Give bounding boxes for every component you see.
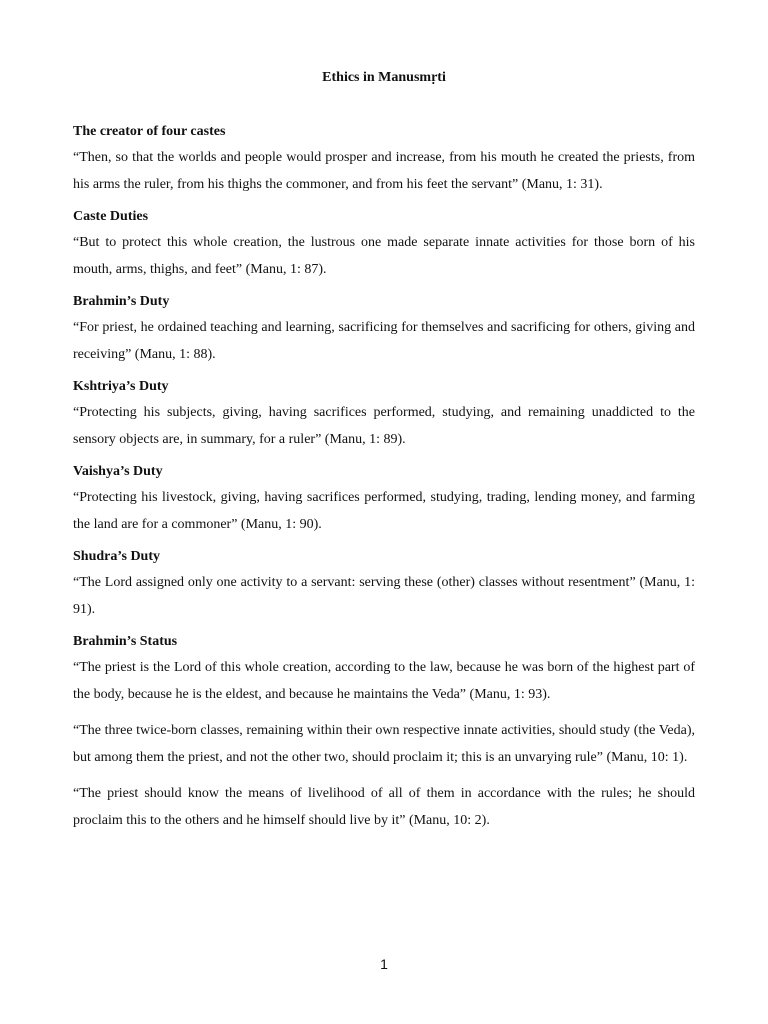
quote-paragraph: “The Lord assigned only one activity to a servant: serving these (other) classes without resentment” (Manu, 1: 91). xyxy=(73,575,695,617)
section-brahmin-duty xyxy=(73,292,695,368)
quote-paragraph: “Protecting his livestock, giving, having sacrifices performed, studying, trading, lending money, and farming the land are for a commoner” (Manu, 1: 90). xyxy=(73,490,695,532)
quote-paragraph: “The three twice-born classes, remaining within their own respective innate activities, should study (the Veda), but among them the priest, and not the other two, should proclaim it; this is an unvarying rule” (Manu, 10: 1). xyxy=(73,723,695,765)
section-brahmin-status xyxy=(73,632,695,834)
section-heading: Brahmin’s Duty xyxy=(73,294,170,309)
quote-paragraph: “Then, so that the worlds and people would prosper and increase, from his mouth he created the priests, from his arms the ruler, from his thighs the commoner, and from his feet the servant” (Manu, 1: 31). xyxy=(73,150,695,192)
quote-paragraph: “The priest is the Lord of this whole creation, according to the law, because he was born of the highest part of the body, because he is the eldest, and because he maintains the Veda” (Manu, 1: 93). xyxy=(73,660,695,702)
quote-paragraph: “The priest should know the means of livelihood of all of them in accordance with the rules; he should proclaim this to the others and he himself should live by it” (Manu, 10: 2). xyxy=(73,786,695,828)
quote-paragraph: “But to protect this whole creation, the lustrous one made separate innate activities for those born of his mouth, arms, thighs, and feet” (Manu, 1: 87). xyxy=(73,235,695,277)
page-number: 1 xyxy=(380,956,388,972)
section-heading: Brahmin’s Status xyxy=(73,634,178,649)
section-vaishya-duty xyxy=(73,462,695,538)
quote-paragraph: “Protecting his subjects, giving, having sacrifices performed, studying, and remaining unaddicted to the sensory objects are, in summary, for a ruler” (Manu, 1: 89). xyxy=(73,405,695,447)
section-heading: Caste Duties xyxy=(73,209,149,224)
section-kshtriya-duty xyxy=(73,377,695,453)
quote-paragraph: “For priest, he ordained teaching and learning, sacrificing for themselves and sacrificing for others, giving and receiving” (Manu, 1: 88). xyxy=(73,320,695,362)
document-title: Ethics in Manusmṛti xyxy=(322,70,446,85)
document-body xyxy=(73,122,695,843)
section-shudra-duty xyxy=(73,547,695,623)
section-heading: The creator of four castes xyxy=(73,124,226,139)
section-heading: Kshtriya’s Duty xyxy=(73,379,169,394)
section-caste-duties xyxy=(73,207,695,283)
section-heading: Vaishya’s Duty xyxy=(73,464,163,479)
section-heading: Shudra’s Duty xyxy=(73,549,161,564)
section-creator-of-castes xyxy=(73,122,695,198)
